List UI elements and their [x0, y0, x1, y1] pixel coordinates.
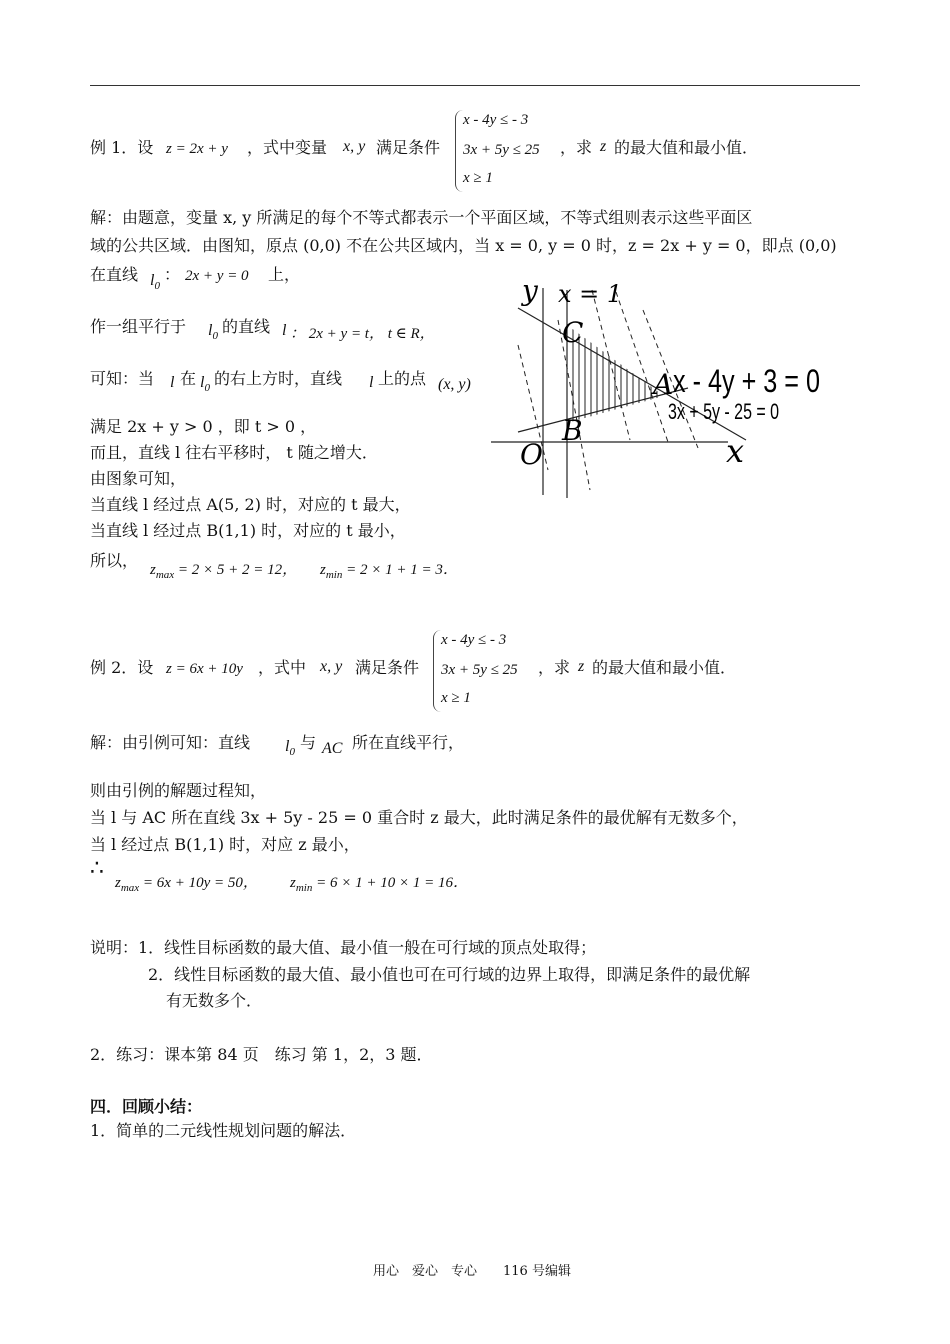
- ex1-cond-label: 满足条件: [376, 138, 441, 157]
- ex2-cond3: x ≥ 1: [441, 690, 471, 706]
- sol1-line9: 当直线 l 经过点 A(5, 2) 时，对应的 t 最大，: [90, 495, 411, 514]
- sol1-zmax: $z_{max} = 2 \times 5 + 2 = 12$，: [150, 562, 298, 581]
- header-rule: [90, 85, 860, 86]
- sol1-line3-eq: 2x + y = 0: [185, 268, 249, 284]
- review-title: 四．回顾小结：: [90, 1097, 203, 1116]
- ex2-vars: x, y: [320, 658, 343, 675]
- ex2-label: 例 2．设: [90, 658, 154, 677]
- sol2-zmax: $z_{max} = 6x + 10y = 50$，: [115, 875, 258, 894]
- sol2-zmin: $z_{min} = 6 \times 1 + 10 \times 1 = 16$．: [290, 875, 468, 894]
- sol1-line5-pt: (x, y): [438, 376, 471, 393]
- sol2-line1b: 与: [300, 733, 317, 752]
- sol1-line4-eq: ： 2x + y = t， t ∈ R，: [290, 326, 435, 342]
- sol1-line3a: 在直线: [90, 265, 139, 284]
- graph-label-x: x: [726, 432, 745, 470]
- ex2-z-expr: z = 6x + 10y: [166, 661, 243, 677]
- sol1-line5b: 在: [180, 369, 197, 388]
- ex1-z-expr: z = 2x + y: [166, 141, 228, 157]
- ex1-ask-pre: ，求: [560, 138, 593, 157]
- sol1-line11a: 所以，: [90, 551, 139, 570]
- feasible-region-graph: [488, 270, 821, 505]
- sol1-l0-b: $l_0$: [208, 322, 218, 342]
- sol2-line1c: 所在直线平行，: [352, 733, 465, 752]
- sol1-line10: 当直线 l 经过点 B(1,1) 时，对应的 t 最小，: [90, 521, 406, 540]
- sol1-line3b: 上，: [268, 265, 301, 284]
- ex2-mid: ，式中: [258, 658, 307, 677]
- ex2-cond-label: 满足条件: [355, 658, 420, 677]
- sol2-line1a: 解：由引例可知：直线: [90, 733, 251, 752]
- sol1-line4a: 作一组平行于: [90, 317, 187, 336]
- graph-label-C: C: [562, 316, 584, 349]
- sol2-line2: 则由引例的解题过程知，: [90, 781, 267, 800]
- ex1-cond2: 3x + 5y ≤ 25: [463, 142, 540, 158]
- page-footer: 用心 爱心 专心 116 号编辑: [373, 1264, 571, 1279]
- sol1-line1: 解：由题意，变量 x, y 所满足的每个不等式都表示一个平面区域，不等式组则表示这些平面区: [90, 208, 753, 227]
- sol1-line5-l: l: [170, 374, 175, 391]
- sol2-line4: 当 l 经过点 B(1,1) 时，对应 z 最小，: [90, 835, 360, 854]
- ex1-ask-var: z: [600, 138, 607, 155]
- ex2-cond1: x - 4y ≤ - 3: [441, 632, 507, 648]
- sol1-line7: 而且，直线 l 往右平移时， t 随之增大．: [90, 443, 378, 462]
- sol1-line4b: 的直线: [222, 317, 271, 336]
- sol1-l0-c: $l_0$: [200, 374, 210, 394]
- sol1-colon: ：: [164, 265, 181, 284]
- sol1-zmin: $z_{min} = 2 \times 1 + 1 = 3$．: [320, 562, 458, 581]
- ex2-cond2: 3x + 5y ≤ 25: [441, 662, 518, 678]
- graph-label-A: A: [653, 368, 674, 401]
- ex2-ask-pre: ，求: [538, 658, 571, 677]
- ex1-cond1: x - 4y ≤ - 3: [463, 112, 529, 128]
- review-item-1: 1．简单的二元线性规划问题的解法．: [90, 1121, 357, 1140]
- therefore-symbol: ∴: [90, 856, 104, 881]
- sol1-line5a: 可知：当: [90, 369, 155, 388]
- graph-label-O: O: [520, 438, 543, 471]
- graph-label-B: B: [562, 414, 583, 447]
- sol1-line6: 满足 2x + y > 0 ，即 t > 0 ，: [90, 417, 317, 436]
- graph-eq2: 3x + 5y - 25 = 0: [668, 400, 780, 425]
- graph-eq1: x - 4y + 3 = 0: [673, 364, 821, 400]
- sol1-line4-l: l: [282, 322, 287, 339]
- sol2-line1-ac: AC: [322, 740, 343, 757]
- ex1-label: 例 1．设: [90, 138, 154, 157]
- ex1-cond3: x ≥ 1: [463, 170, 493, 186]
- sol1-line5-l2: l: [369, 374, 374, 391]
- practice-line: 2．练习：课本第 84 页 练习 第 1，2，3 题．: [90, 1045, 433, 1064]
- ex2-ask-var: z: [578, 658, 585, 675]
- ex2-ask-post: 的最大值和最小值．: [592, 658, 737, 677]
- ex1-vars: x, y: [343, 138, 366, 155]
- note-2: 2．线性目标函数的最大值、最小值也可在可行域的边界上取得，即满足条件的最优解: [148, 965, 751, 984]
- ex1-mid: ，式中变量: [247, 138, 328, 157]
- sol2-l0: $l_0$: [285, 738, 295, 758]
- graph-label-x1: x = 1: [558, 280, 623, 308]
- sol1-line5c: 的右上方时，直线: [214, 369, 343, 388]
- sol1-line5d: 上的点: [378, 369, 427, 388]
- sol1-l0: $l_0$: [150, 272, 160, 292]
- graph-label-y: y: [522, 274, 538, 307]
- sol2-line3: 当 l 与 AC 所在直线 3x + 5y - 25 = 0 重合时 z 最大，此时满足条件的最优解有无数多个，: [90, 808, 748, 827]
- ex1-ask-post: 的最大值和最小值．: [614, 138, 759, 157]
- region-hatching: [573, 310, 657, 430]
- note-3: 有无数多个．: [166, 991, 263, 1010]
- sol1-line8: 由图象可知，: [90, 469, 187, 488]
- sol1-line2: 域的公共区域．由图知，原点 (0,0) 不在公共区域内，当 x = 0, y = 0 时，z = 2x + y = 0，即点 (0,0): [90, 236, 837, 255]
- note-1: 说明：1．线性目标函数的最大值、最小值一般在可行域的顶点处取得；: [90, 938, 597, 957]
